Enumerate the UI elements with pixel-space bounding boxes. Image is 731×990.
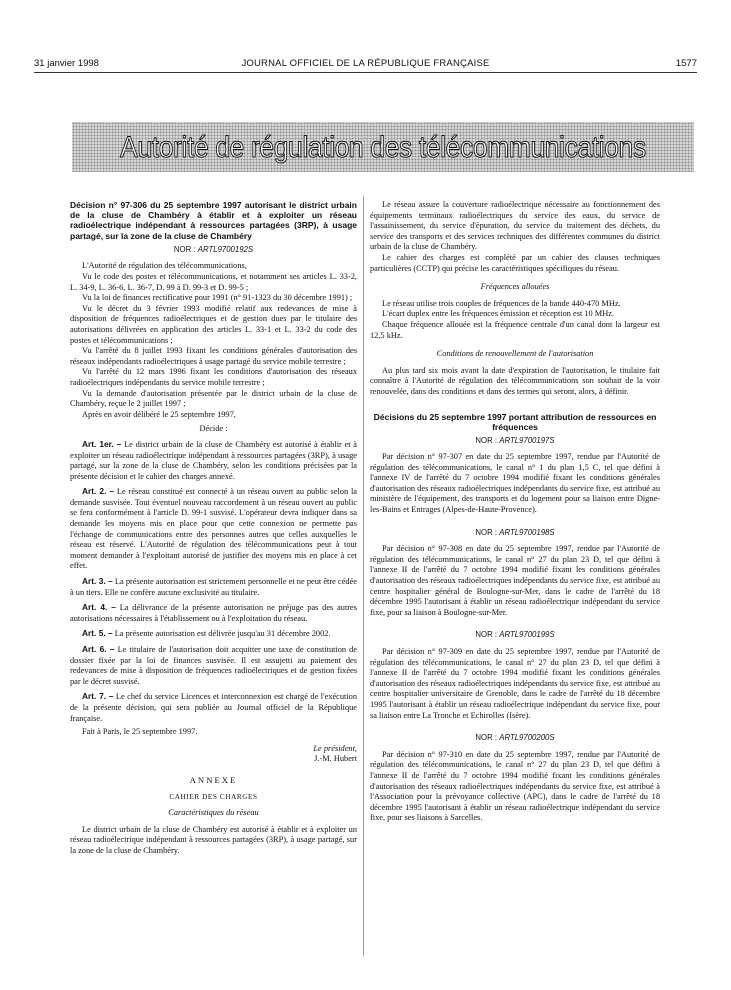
signatory-title: Le président, <box>313 743 357 753</box>
intro-paragraph: Vu l'arrêté du 8 juillet 1993 fixant les conditions générales d'autorisation des réseaux indépendants radioélectriques à usage partagé du service mobile terrestre ; <box>70 346 357 366</box>
article: Art. 2. – Le réseau constitué est connecté à un réseau ouvert au public selon la demande susvisée. Tout éventuel nouveau raccordement à un réseau ouvert au public se fera conformément à l'article D. 99-1 susvisé. L'opérateur devra indiquer dans sa demande les moyens mis en place pour que cette connexion ne permette pas l'échange de communications entre des personnes autres que celles auxquelles le réseau est réservé. L'Autorité de régulation des télécommunications peut à tout moment demander à l'exploitant autorisé de justifier des moyens mis en place à cet effet. <box>70 486 357 571</box>
article: Art. 6. – Le titulaire de l'autorisation doit acquitter une taxe de constitution de dossier fixée par la loi de finances susvisée. Il est assujetti au paiement des redevances de mise à disposition de fréquences radioélectriques et de gestion fixées par le décret susvisé. <box>70 644 358 686</box>
intro-paragraph: Après en avoir délibéré le 25 septembre 1997, <box>82 409 236 419</box>
annex-heading: ANNEXE <box>189 774 238 785</box>
header-page-number: 1577 <box>675 58 697 69</box>
renewal-paragraph: Au plus tard six mois avant la date d'expiration de l'autorisation, le titulaire fait connaître à l'Autorité de régulation des télécommunications son souhait de la voir renouvelée, dans des conditions et dans des termes qui seront, alors, à définir. <box>370 365 660 396</box>
decisions-title: Décisions du 25 septembre 1997 portant attribution de ressources en fréquences <box>373 411 657 432</box>
frequency-paragraph: Chaque fréquence allouée est la fréquence centrale d'un canal dont la largeur est 12,5 kHz. <box>370 319 660 340</box>
intro-paragraph: Vu la loi de finances rectificative pour 1991 (n° 91-1323 du 30 décembre 1991) ; <box>82 293 353 303</box>
intro-paragraph: Vu le décret du 3 février 1993 modifié relatif aux redevances de mise à disposition de fréquences radioélectriques et de gestion dues par le titulaire des autorisations délivrées en application des articles L. 33-1 et L. 33-2 du code des postes et télécommunications ; <box>70 303 357 345</box>
network-characteristics-text: Le district urbain de la cluse de Chambéry est autorisé à établir et à exploiter un réseau radioélectrique indépendant à ressources partagées (3RP), à usage partagé, sur la zone de la cluse de Chambéry. <box>70 824 357 855</box>
coverage-paragraph: Le réseau assure la couverture radioélectrique nécessaire au fonctionnement des équipements terminaux radioélectriques du service des eaux, du service de l'assainissement, du service d'épuration, du service du traitement des déchets, du service des transports et des services techniques des différentes communes du district urbain de la cluse de Chambéry. <box>370 200 660 252</box>
frequency-paragraph: Le réseau utilise trois couples de fréquences de la bande 440-470 MHz. <box>382 298 621 308</box>
decision-nor: NOR : ARTL9700199S <box>475 630 555 640</box>
decision-title: Décision n° 97-306 du 25 septembre 1997 autorisant le district urbain de la cluse de Chambéry à établir et à exploiter un réseau radioélectrique indépendant à ressources partagées (3RP), à usage partagé, sur la zone de la cluse de Chambéry <box>70 200 357 241</box>
decision-nor: NOR : ARTL9700198S <box>475 527 555 537</box>
section-banner <box>72 122 694 172</box>
signatory-name: J.-M. Hubert <box>314 754 357 764</box>
intro-paragraph: Vu le code des postes et télécommunications, et notamment ses articles L. 33-2, L. 34-9, L. 36-6, L. 36-7, D. 99 à D. 99-3 et D. 99-5 ; <box>70 272 357 292</box>
article: Art. 1er. – Le district urbain de la cluse de Chambéry est autorisé à établir et à exploiter un réseau radioélectrique indépendant à ressources partagées (3RP), à usage partagé, sur la zone de la cluse de Chambéry, selon les conditions précisées par la présente décision et le cahier des charges annexé. <box>70 438 357 481</box>
column-divider <box>363 196 364 956</box>
article: Art. 4. – La délivrance de la présente autorisation ne préjuge pas des autres autorisations nécessaires à l'établissement ou à l'exploitation du réseau. <box>70 602 357 623</box>
banner-title: Autorité de régulation des télécommunications <box>120 131 646 164</box>
intro-paragraph: Vu l'arrêté du 12 mars 1996 fixant les conditions d'autorisation des réseaux radioélectriques indépendants du service mobile terrestre ; <box>70 367 357 387</box>
page-header <box>34 58 697 72</box>
header-journal-title: JOURNAL OFFICIEL DE LA RÉPUBLIQUE FRANÇAISE <box>241 58 490 69</box>
article: Art. 7. – Le chef du service Licences et interconnexion est chargé de l'exécution de la présente décision, qui sera publiée au Journal officiel de la République française. <box>70 691 358 723</box>
signature-place-date: Fait à Paris, le 25 septembre 1997. <box>82 727 198 737</box>
left-column <box>70 200 357 857</box>
article: Art. 5. – La présente autorisation est délivrée jusqu'au 31 décembre 2002. <box>82 628 331 639</box>
header-rule <box>34 72 697 73</box>
decide-label: Décide : <box>199 424 228 434</box>
right-column <box>370 200 660 824</box>
article: Art. 3. – La présente autorisation est strictement personnelle et ne peut être cédée à un tiers. Elle ne confère aucune exclusivité au titulaire. <box>70 576 357 597</box>
frequency-decision: Par décision n° 97-308 en date du 25 septembre 1997, rendue par l'Autorité de régulation des télécommunications, le canal n° 27 du plan 23 D, tel que défini à l'annexe II de l'arrêté du 7 octobre 1994 modifié fixant les conditions générales d'autorisation des réseaux radioélectriques indépendants du service fixe, est attribué au centre hospitalier général de Boulogne-sur-Mer, dans le cadre de l'arrêté du 18 décembre 1995 l'autorisant à établir un réseau radioélectrique indépendant du service fixe, pour sa liaison à Boulogne-sur-Mer. <box>370 544 660 617</box>
cctp-paragraph: Le cahier des charges est complété par un cahier des clauses techniques particulières (CCTP) qui précise les caractéristiques spécifiques du réseau. <box>370 252 660 273</box>
frequencies-heading: Fréquences allouées <box>480 282 550 292</box>
specifications-heading: CAHIER DES CHARGES <box>169 792 258 801</box>
decision-nor: NOR : ARTL9700192S <box>173 244 254 254</box>
network-characteristics-heading: Caractéristiques du réseau <box>168 808 259 818</box>
intro-paragraph: Vu la demande d'autorisation présentée par le district urbain de la cluse de Chambéry, reçue le 2 juillet 1997 ; <box>70 388 357 409</box>
decision-nor: NOR : ARTL9700197S <box>475 435 555 445</box>
frequency-paragraph: L'écart duplex entre les fréquences émission et réception est 10 MHz. <box>382 309 615 319</box>
decision-nor: NOR : ARTL9700200S <box>475 733 555 743</box>
frequency-decision: Par décision n° 97-307 en date du 25 septembre 1997, rendue par l'Autorité de régulation des télécommunications, le canal n° 1 du plan 1,5 C, tel que défini à l'annexe IV de l'arrêté du 7 octobre 1994 modifié fixant les conditions générales d'autorisation des réseaux radioélectriques indépendants du service fixe, est attribué au ministère de l'équipement, des transports et du logement pour sa liaison entre Digne-les-Bains et Entrages (Alpes-de-Haute-Provence). <box>370 452 660 515</box>
intro-paragraph: L'Autorité de régulation des télécommunications, <box>82 261 247 271</box>
header-date: 31 janvier 1998 <box>34 58 99 69</box>
frequency-decision: Par décision n° 97-309 en date du 25 septembre 1997, rendue par l'Autorité de régulation des télécommunications, le canal n° 27 du plan 23 D, tel que défini à l'annexe II de l'arrêté du 7 octobre 1994 modifié fixant les conditions générales d'autorisation des réseaux radioélectriques indépendants du service fixe, est attribué au centre hospitalier universitaire de Grenoble, dans le cadre de l'arrêté du 18 décembre 1995 l'autorisant à établir un réseau radioélectrique indépendant du service fixe, pour sa liaison entre La Tronche et Echirolles (Isère). <box>370 647 660 720</box>
renewal-heading: Conditions de renouvellement de l'autorisation <box>436 349 594 359</box>
frequency-decision: Par décision n° 97-310 en date du 25 septembre 1997, rendue par l'Autorité de régulation des télécommunications, le canal n° 27 du plan 23 D, tel que défini à l'annexe II de l'arrêté du 7 octobre 1994 modifié fixant les conditions générales d'autorisation des réseaux radioélectriques indépendants du service fixe, est attribué à l'Association pour la prévoyance collective (APC), dans le cadre de l'arrêté du 18 décembre 1995 l'autorisant à établir un réseau radioélectrique indépendant du service fixe, pour ses liaisons à Sarcelles. <box>370 749 660 823</box>
